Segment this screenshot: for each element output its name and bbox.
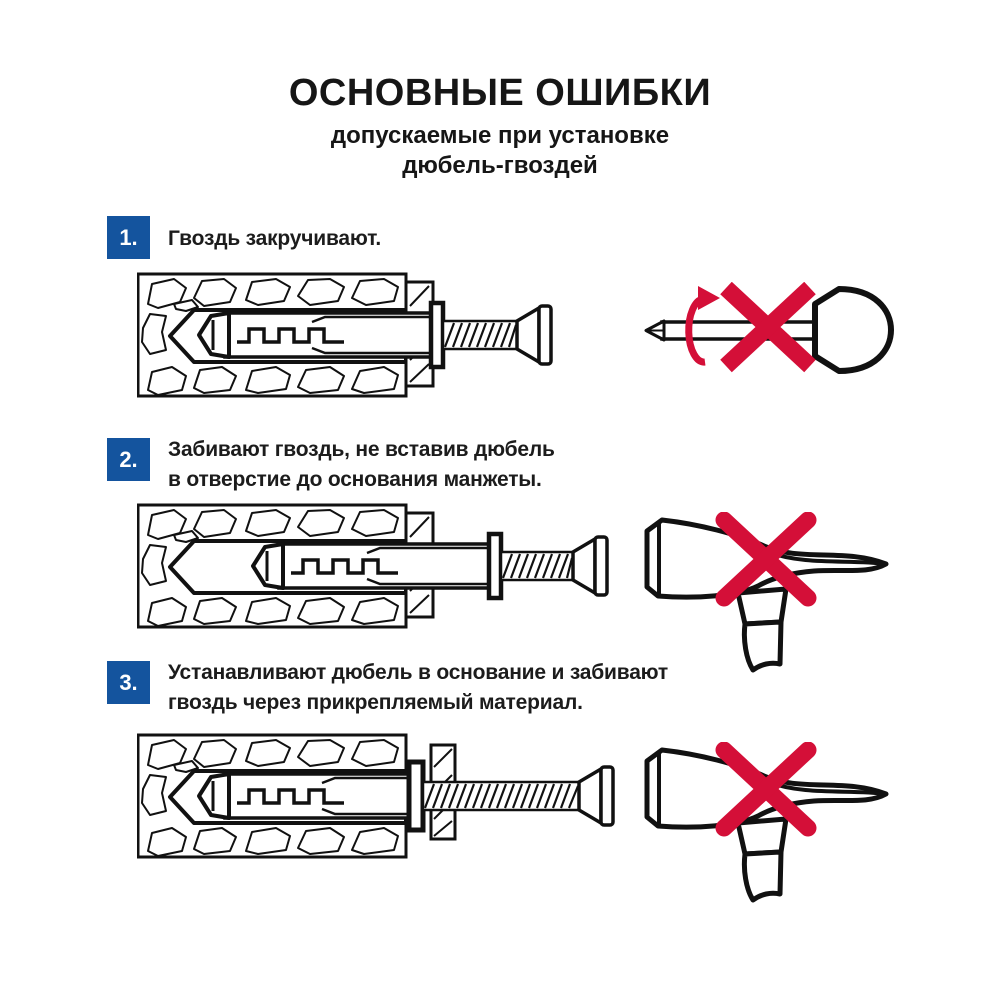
crossed-hammer-icon — [640, 512, 892, 676]
mistake-2-number-badge — [107, 438, 150, 481]
mistake-1-number: 1. — [119, 224, 138, 250]
crossed-screwdriver-icon — [642, 282, 894, 378]
mistake-3-caption-line-1: Устанавливают дюбель в основание и забивают — [168, 661, 668, 684]
mistake-2-caption-line-1: Забивают гвоздь, не вставив дюбель — [168, 438, 555, 461]
page-title: ОСНОВНЫЕ ОШИБКИ — [288, 72, 712, 114]
dowel-not-fully-inserted-icon — [137, 503, 609, 629]
mistake-1-caption-line-1: Гвоздь закручивают. — [168, 227, 381, 250]
mistake-3-number: 3. — [119, 669, 138, 695]
mistake-1-caption — [168, 224, 381, 254]
mistake-2-number: 2. — [119, 446, 138, 472]
mistake-2-caption — [168, 435, 555, 495]
subtitle-line-2: дюбель-гвоздей — [402, 152, 598, 179]
subtitle-line-1: допускаемые при установке — [330, 122, 670, 149]
subtitle — [0, 121, 1000, 181]
mistake-3-caption-line-2: гвоздь через прикрепляемый материал. — [168, 691, 583, 714]
mistake-2-caption-line-2: в отверстие до основания манжеты. — [168, 468, 542, 491]
dowel-in-wall-nail-protruding-icon — [137, 272, 609, 398]
dowel-in-base-nail-through-material-icon — [137, 733, 615, 859]
mistake-3-caption — [168, 658, 668, 718]
crossed-hammer-icon — [640, 742, 892, 906]
mistake-1-number-badge — [107, 216, 150, 259]
header — [0, 72, 1000, 181]
mistake-3-number-badge — [107, 661, 150, 704]
